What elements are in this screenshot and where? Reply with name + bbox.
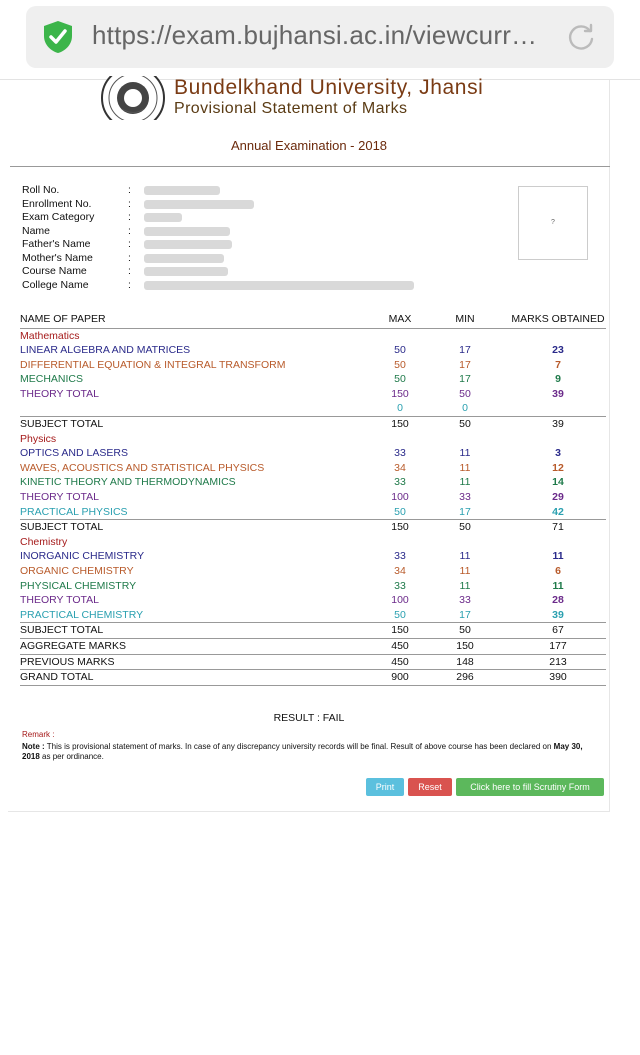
paper-name [20, 401, 380, 416]
min-marks: 11 [459, 461, 471, 474]
print-button[interactable]: Print [366, 778, 404, 796]
max-marks: 50 [394, 608, 406, 621]
table-row [20, 505, 606, 520]
marks-obtained: 39 [552, 387, 564, 400]
url-text[interactable]: https://exam.bujhansi.ac.in/viewcurr… [92, 20, 538, 50]
redacted-value [144, 240, 232, 249]
paper-name: MECHANICS [20, 373, 84, 386]
paper-name: THEORY TOTAL [20, 491, 99, 504]
summary-label: PREVIOUS MARKS [20, 654, 380, 670]
student-photo: ? [518, 186, 588, 260]
summary-obtained: 390 [510, 670, 606, 686]
marks-obtained: 11 [552, 550, 564, 563]
result-text: RESULT : FAIL [273, 712, 345, 724]
redacted-value [144, 227, 230, 236]
table-row [20, 372, 606, 387]
total-min: 50 [420, 417, 510, 432]
statement-title: Provisional Statement of Marks [174, 100, 408, 117]
max-marks: 50 [394, 373, 406, 386]
paper-name: ORGANIC CHEMISTRY [20, 565, 134, 577]
min-marks: 33 [459, 594, 471, 607]
paper-name: WAVES, ACOUSTICS AND STATISTICAL PHYSICS [20, 461, 265, 474]
total-obtained: 67 [510, 623, 606, 639]
subject-name: Physics [20, 432, 57, 445]
col-header-min: MIN [420, 312, 510, 328]
table-row [20, 343, 606, 358]
summary-min: 148 [420, 654, 510, 670]
min-marks: 33 [459, 491, 471, 504]
summary-row [20, 670, 606, 686]
address-bar[interactable] [26, 6, 614, 68]
summary-obtained: 213 [510, 654, 606, 670]
table-row [20, 475, 606, 490]
redacted-value [144, 267, 228, 276]
table-header [20, 312, 606, 328]
redacted-value [144, 186, 220, 195]
summary-row [20, 638, 606, 654]
min-marks: 0 [462, 402, 468, 415]
max-marks: 34 [394, 565, 406, 577]
marks-obtained: 28 [552, 594, 564, 607]
max-marks: 50 [394, 358, 406, 371]
max-marks: 100 [391, 594, 409, 607]
total-obtained: 39 [510, 417, 606, 432]
summary-min: 150 [420, 638, 510, 654]
subject-total-row [20, 623, 606, 639]
col-header-obtained: MARKS OBTAINED [510, 312, 606, 328]
marks-obtained: 3 [555, 447, 561, 460]
paper-name: KINETIC THEORY AND THERMODYNAMICS [20, 476, 236, 489]
exam-title: Annual Examination - 2018 [230, 138, 388, 153]
min-marks: 17 [459, 373, 471, 386]
max-marks: 33 [394, 579, 406, 592]
redacted-value [144, 213, 182, 222]
subject-name: Mathematics [20, 329, 80, 342]
table-row [20, 461, 606, 476]
total-label: SUBJECT TOTAL [20, 623, 380, 639]
total-min: 50 [420, 623, 510, 639]
remark-label: Remark : [22, 730, 55, 739]
scrutiny-form-button[interactable]: Click here to fill Scrutiny Form [456, 778, 604, 796]
reload-icon[interactable] [566, 22, 596, 52]
summary-label: AGGREGATE MARKS [20, 638, 380, 654]
min-marks: 11 [459, 565, 471, 577]
paper-name: THEORY TOTAL [20, 387, 99, 400]
marks-obtained: 9 [555, 373, 561, 386]
summary-label: GRAND TOTAL [20, 670, 380, 686]
col-header-paper: NAME OF PAPER [20, 312, 380, 328]
min-marks: 17 [459, 358, 471, 371]
subject-total-row [20, 520, 606, 535]
table-row [20, 387, 606, 402]
marksheet-page: Bundelkhand University, Jhansi Provisional Statement of Marks Annual Examination - 2018 Roll No. : Enrollment No. : Exam Category : Name : Father's Name : Mother's Name : Course Name : College Name : ? NAME OF PAPER MAX MIN MARKS OBTAINED Mathematics LINEAR ALGEBRA AND MATRICES 50 17 23 DIFFERENTIAL EQUATION & INTEGRAL TRANSFORM 50 17 7 MECHANICS 50 17 9 THEORY TOTAL 150 50 39 0 0 SUBJECT TOTAL 150 50 39 Physics OPTICS AND LASERS 33 11 3 WAVES, ACOUSTICS AND STATISTICAL PHYSICS 34 11 12 KINETIC THEORY AND THERMODYNAMICS 33 11 14 THEORY TOTAL 100 33 29 PRACTICAL PHYSICS 50 17 42 SUBJECT TOTAL 150 50 71 Chemistry INORGANIC CHEMISTRY 33 11 11 ORGANIC CHEMISTRY 34 11 6 PHYSICAL CHEMISTRY 33 11 11 THEORY TOTAL 100 33 28 PRACTICAL CHEMISTRY 50 17 39 SUBJECT TOTAL 150 50 67 AGGREGATE MARKS 450 150 177 PREVIOUS MARKS 450 148 213 GRAND TOTAL 900 296 390 RESULT : FAIL Remark : Note : This is provisional statement of marks. In case of any discrepancy university records will be final. Result of above course has been declared on May 30, 2018 as per ordinance. Print Reset Click here to fill Scrutiny Form [8, 80, 610, 812]
university-name: Bundelkhand University, Jhansi [174, 76, 484, 99]
reset-button[interactable]: Reset [408, 778, 452, 796]
max-marks: 33 [394, 447, 406, 460]
marks-obtained [510, 401, 606, 416]
marks-obtained: 14 [552, 476, 564, 489]
min-marks: 11 [459, 579, 471, 592]
summary-obtained: 177 [510, 638, 606, 654]
summary-max: 450 [380, 638, 420, 654]
subject-heading [20, 328, 606, 343]
summary-min: 296 [420, 670, 510, 686]
min-marks: 17 [459, 608, 471, 621]
max-marks: 34 [394, 461, 406, 474]
secure-shield-icon [42, 20, 74, 54]
total-obtained: 71 [510, 520, 606, 535]
total-max: 150 [380, 623, 420, 639]
marks-obtained: 6 [555, 565, 561, 577]
max-marks: 0 [397, 402, 403, 415]
marks-table [20, 312, 606, 686]
paper-name: PHYSICAL CHEMISTRY [20, 579, 137, 592]
university-seal-logo [100, 76, 166, 120]
summary-max: 900 [380, 670, 420, 686]
paper-name: PRACTICAL CHEMISTRY [20, 608, 144, 621]
min-marks: 17 [459, 344, 471, 357]
paper-name: THEORY TOTAL [20, 594, 99, 607]
table-row [20, 446, 606, 461]
total-max: 150 [380, 520, 420, 535]
marks-obtained: 29 [552, 491, 564, 504]
max-marks: 33 [394, 476, 406, 489]
max-marks: 50 [394, 505, 406, 518]
min-marks: 50 [459, 387, 471, 400]
divider [10, 166, 610, 167]
marks-obtained: 12 [552, 461, 564, 474]
col-header-max: MAX [380, 312, 420, 328]
redacted-value [144, 281, 414, 290]
paper-name: INORGANIC CHEMISTRY [20, 550, 145, 563]
marks-obtained: 7 [555, 358, 561, 371]
min-marks: 11 [459, 447, 471, 460]
marks-obtained: 23 [552, 344, 564, 357]
total-label: SUBJECT TOTAL [20, 417, 380, 432]
min-marks: 17 [459, 505, 471, 518]
total-label: SUBJECT TOTAL [20, 520, 380, 535]
marks-obtained: 42 [552, 505, 564, 518]
table-row [20, 490, 606, 505]
table-row [20, 564, 606, 579]
marks-obtained: 11 [552, 579, 564, 592]
min-marks: 11 [459, 550, 471, 563]
table-row [20, 579, 606, 594]
subject-name: Chemistry [20, 535, 68, 548]
subject-heading [20, 432, 606, 447]
summary-max: 450 [380, 654, 420, 670]
summary-row [20, 654, 606, 670]
table-row [20, 358, 606, 373]
max-marks: 33 [394, 550, 406, 563]
total-min: 50 [420, 520, 510, 535]
max-marks: 100 [391, 491, 409, 504]
table-row [20, 593, 606, 608]
table-row [20, 549, 606, 564]
max-marks: 150 [391, 387, 409, 400]
paper-name: DIFFERENTIAL EQUATION & INTEGRAL TRANSFORM [20, 358, 286, 371]
paper-name: PRACTICAL PHYSICS [20, 505, 128, 518]
min-marks: 11 [459, 476, 471, 489]
table-row [20, 608, 606, 623]
paper-name: LINEAR ALGEBRA AND MATRICES [20, 344, 191, 357]
max-marks: 50 [394, 344, 406, 357]
marks-body [20, 328, 606, 685]
marks-obtained: 39 [552, 608, 564, 621]
redacted-value [144, 200, 254, 209]
subject-total-row [20, 417, 606, 432]
subject-heading [20, 535, 606, 550]
note-text: Note : This is provisional statement of marks. In case of any discrepancy university records will be final. Result of above course has been declared on May 30, 2018 as per ordinance. [22, 742, 583, 761]
redacted-value [144, 254, 224, 263]
table-row [20, 401, 606, 416]
total-max: 150 [380, 417, 420, 432]
browser-toolbar [0, 0, 640, 80]
paper-name: OPTICS AND LASERS [20, 447, 128, 460]
